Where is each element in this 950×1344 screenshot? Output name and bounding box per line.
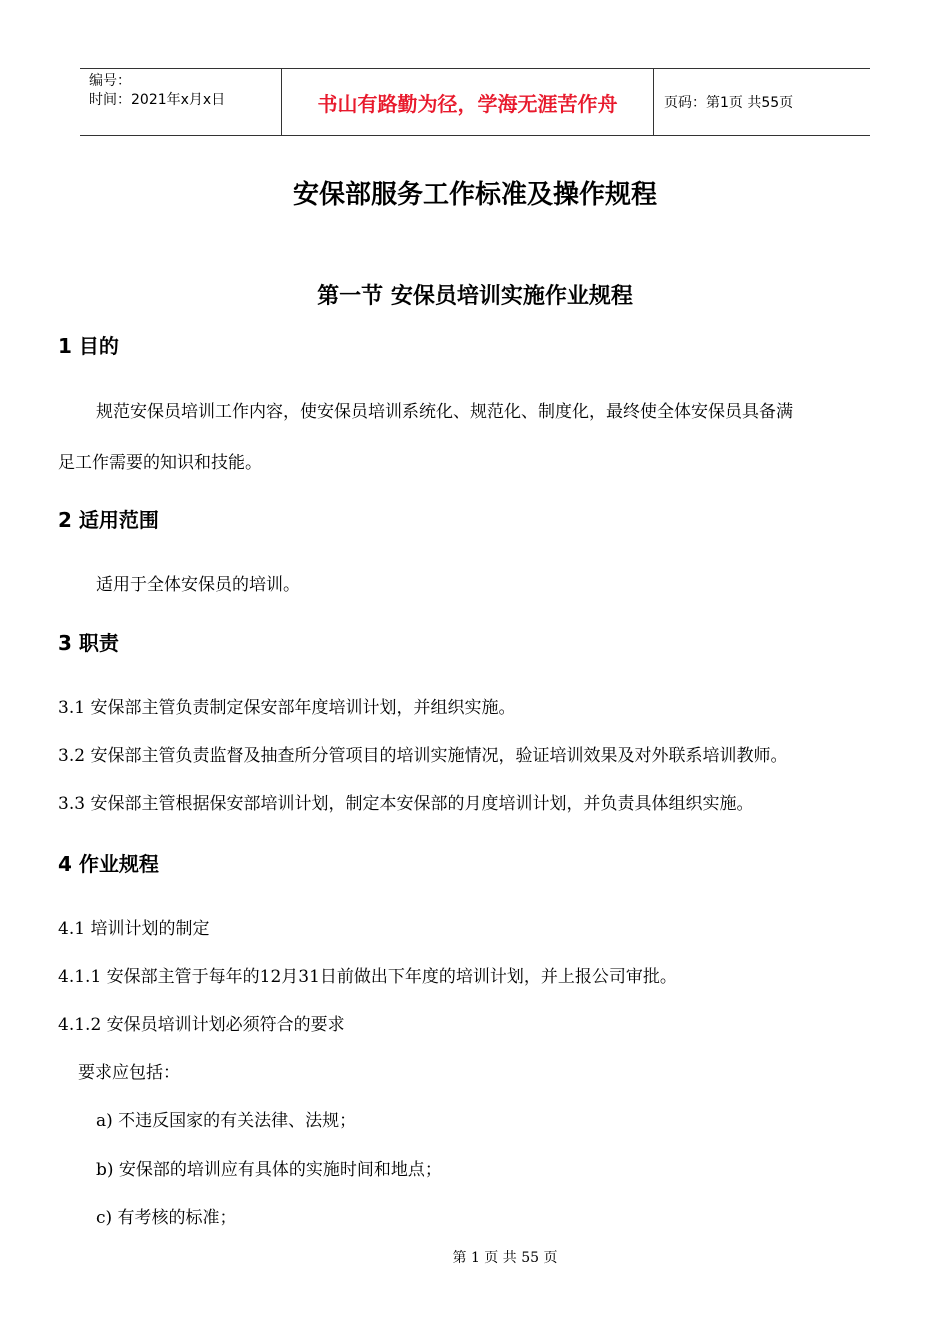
- requirement-item-a: a) 不违反国家的有关法律、法规；: [96, 1111, 357, 1131]
- document-title: 安保部服务工作标准及操作规程: [292, 180, 657, 210]
- requirements-intro: 要求应包括：: [78, 1063, 180, 1083]
- header-page-info: 页码：第1页 共55页: [664, 95, 794, 111]
- header-number: 编号：: [89, 73, 131, 89]
- header-time: 时间：2021年x月x日: [89, 92, 226, 108]
- heading-procedures: 4 作业规程: [58, 852, 159, 876]
- document-header: [80, 68, 870, 136]
- header-left-cell: [80, 69, 281, 135]
- requirement-item-b: b) 安保部的培训应有具体的实施时间和地点；: [96, 1160, 442, 1180]
- responsibility-3-3: 3.3 安保部主管根据保安部培训计划，制定本安保部的月度培训计划，并负责具体组织实施。: [58, 794, 754, 814]
- purpose-text-line2: 足工作需要的知识和技能。: [58, 453, 262, 473]
- page-footer: 第 1 页 共 55 页: [452, 1250, 558, 1266]
- purpose-text-line1: 规范安保员培训工作内容，使安保员培训系统化、规范化、制度化，最终使全体安保员具备满: [96, 402, 793, 422]
- responsibility-3-2: 3.2 安保部主管负责监督及抽查所分管项目的培训实施情况，验证培训效果及对外联系培训教师。: [58, 746, 788, 766]
- requirement-item-c: c) 有考核的标准；: [96, 1208, 237, 1228]
- procedure-4-1-1: 4.1.1 安保部主管于每年的12月31日前做出下年度的培训计划，并上报公司审批。: [58, 967, 677, 987]
- heading-scope: 2 适用范围: [58, 508, 159, 532]
- header-motto-cell: [281, 69, 654, 135]
- procedure-4-1: 4.1 培训计划的制定: [58, 919, 210, 939]
- procedure-4-1-2: 4.1.2 安保员培训计划必须符合的要求: [58, 1015, 345, 1035]
- header-motto: 书山有路勤为径，学海无涯苦作舟: [317, 91, 618, 116]
- scope-text: 适用于全体安保员的培训。: [96, 575, 300, 595]
- responsibility-3-1: 3.1 安保部主管负责制定保安部年度培训计划，并组织实施。: [58, 698, 516, 718]
- heading-responsibilities: 3 职责: [58, 631, 119, 655]
- section-title: 第一节 安保员培训实施作业规程: [317, 284, 633, 309]
- heading-purpose: 1 目的: [58, 334, 119, 358]
